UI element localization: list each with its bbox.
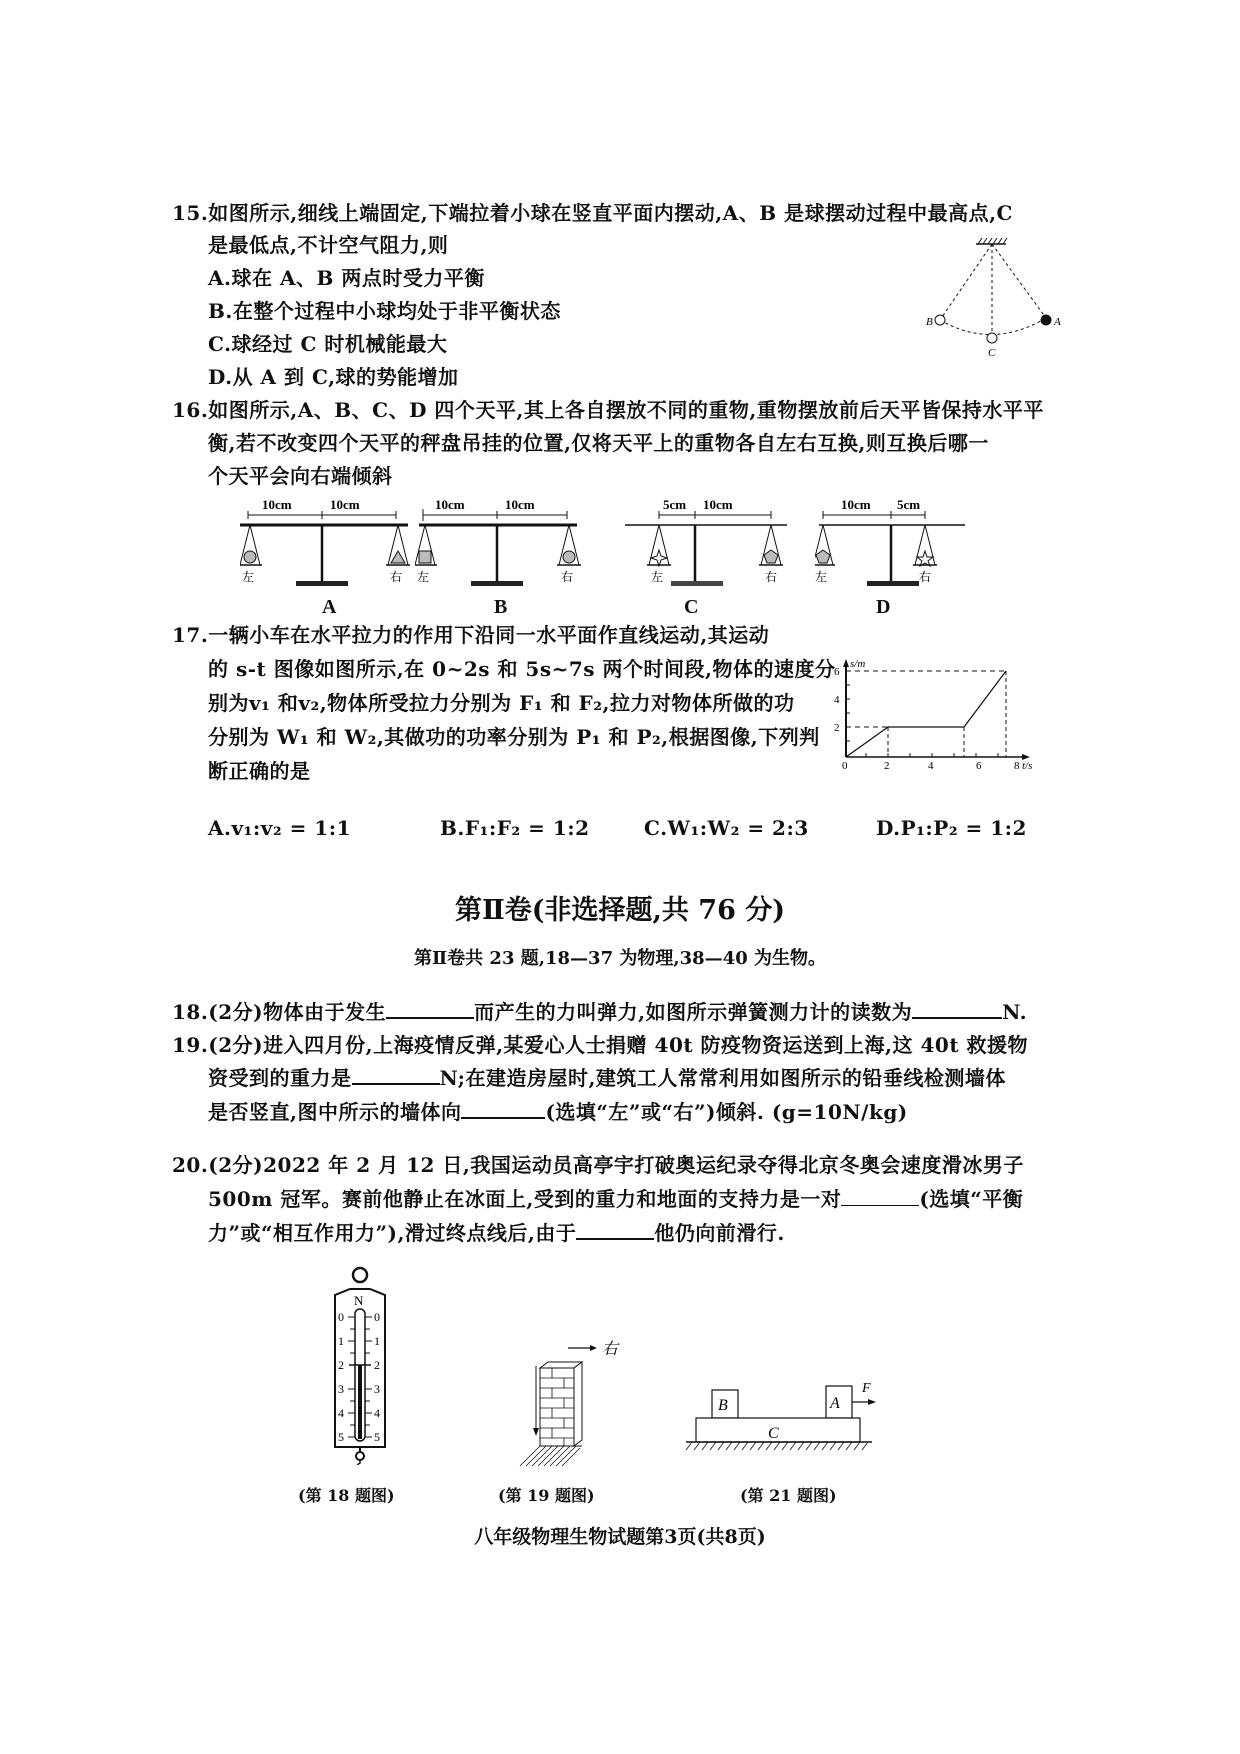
q17-option-b: B.F₁:F₂ = 1:2 bbox=[440, 816, 590, 840]
question-18 bbox=[172, 997, 1027, 1027]
q19-line2 bbox=[208, 1063, 1006, 1093]
section-2-subtitle: 第Ⅱ卷共 23 题,18—37 为物理,38—40 为生物。 bbox=[413, 948, 826, 969]
q20-text-3b: 他仍向前滑行. bbox=[654, 1221, 785, 1245]
fig19-caption: (第 19 题图) bbox=[498, 1486, 595, 1505]
fig18-caption: (第 18 题图) bbox=[298, 1486, 395, 1505]
svg-text:2: 2 bbox=[834, 722, 840, 734]
svg-text:右: 右 bbox=[919, 570, 932, 584]
q17-stem-line2: 的 s-t 图像如图所示,在 0~2s 和 5s~7s 两个时间段,物体的速度分 bbox=[208, 657, 836, 681]
svg-text:右: 右 bbox=[561, 570, 574, 584]
svg-text:0: 0 bbox=[338, 1310, 344, 1324]
svg-text:5cm: 5cm bbox=[663, 497, 687, 512]
q18-text-3: N. bbox=[1002, 1000, 1028, 1024]
svg-text:6: 6 bbox=[976, 760, 982, 770]
q20-line3 bbox=[208, 1218, 785, 1248]
svg-text:0: 0 bbox=[374, 1310, 380, 1324]
balance-b-figure bbox=[415, 495, 595, 595]
q15-option-c: C.球经过 C 时机械能最大 bbox=[208, 332, 448, 356]
q20-text-2a: 500m 冠军。赛前他静止在冰面上,受到的重力和地面的支持力是一对 bbox=[208, 1187, 842, 1211]
q16-stem-line2: 衡,若不改变四个天平的秤盘吊挂的位置,仅将天平上的重物各自左右互换,则互换后哪一 bbox=[208, 431, 989, 455]
svg-text:右: 右 bbox=[390, 570, 403, 584]
svg-text:0: 0 bbox=[842, 760, 848, 770]
q18-text-1: 18.(2分)物体由于发生 bbox=[172, 1000, 387, 1024]
svg-text:左: 左 bbox=[815, 570, 828, 584]
ball-b-icon bbox=[935, 315, 945, 325]
q16-stem-line3: 个天平会向右端倾斜 bbox=[208, 464, 393, 488]
ball-c-icon bbox=[987, 333, 997, 343]
svg-text:A: A bbox=[1054, 316, 1061, 328]
q20-line2 bbox=[208, 1184, 1023, 1214]
page-footer: 八年级物理生物试题第3页(共8页) bbox=[474, 1526, 766, 1548]
balance-c-label: C bbox=[684, 596, 699, 618]
svg-text:C: C bbox=[988, 347, 996, 359]
q18-text-2: 而产生的力叫弹力,如图所示弹簧测力计的读数为 bbox=[474, 1000, 913, 1024]
ball-a-icon bbox=[1041, 315, 1051, 325]
st-graph bbox=[826, 655, 1036, 770]
q15-option-a: A.球在 A、B 两点时受力平衡 bbox=[208, 266, 485, 290]
spring-scale-figure bbox=[325, 1265, 395, 1465]
q19-blank-2[interactable] bbox=[461, 1097, 545, 1119]
svg-text:C: C bbox=[768, 1425, 779, 1442]
svg-text:B: B bbox=[926, 316, 933, 328]
q17-stem-line1: 17.一辆小车在水平拉力的作用下沿同一水平面作直线运动,其运动 bbox=[172, 623, 770, 647]
q18-blank-1[interactable] bbox=[386, 997, 474, 1019]
balance-d-label: D bbox=[876, 596, 891, 618]
q17-stem-line4: 分别为 W₁ 和 W₂,其做功的功率分别为 P₁ 和 P₂,根据图像,下列判 bbox=[208, 725, 820, 749]
svg-text:1: 1 bbox=[338, 1334, 344, 1348]
q17-option-d: D.P₁:P₂ = 1:2 bbox=[876, 816, 1027, 840]
q20-text-2b: (选填“平衡 bbox=[919, 1187, 1024, 1211]
svg-text:10cm: 10cm bbox=[262, 497, 292, 512]
svg-text:5: 5 bbox=[374, 1430, 380, 1444]
q15-option-d: D.从 A 到 C,球的势能增加 bbox=[208, 365, 459, 389]
svg-text:10cm: 10cm bbox=[435, 497, 465, 512]
svg-text:t/s: t/s bbox=[1022, 760, 1033, 770]
section-2-title: 第Ⅱ卷(非选择题,共 76 分) bbox=[454, 895, 786, 926]
svg-text:4: 4 bbox=[928, 760, 934, 770]
q20-line1: 20.(2分)2022 年 2 月 12 日,我国运动员高亭宇打破奥运纪录夺得北京冬奥会速度滑冰男子 bbox=[172, 1153, 1024, 1177]
svg-text:N: N bbox=[354, 1293, 364, 1308]
q19-text-2b: N;在建造房屋时,建筑工人常常利用如图所示的铅垂线检测墙体 bbox=[439, 1066, 1006, 1090]
svg-text:8: 8 bbox=[1014, 760, 1020, 770]
q20-text-3a: 力”或“相互作用力”),滑过终点线后,由于 bbox=[208, 1221, 577, 1245]
q15-stem-line2: 是最低点,不计空气阻力,则 bbox=[208, 233, 449, 257]
svg-text:5: 5 bbox=[338, 1430, 344, 1444]
svg-text:A: A bbox=[830, 1395, 840, 1412]
q17-stem-line3: 别为v₁ 和v₂,物体所受拉力分别为 F₁ 和 F₂,拉力对物体所做的功 bbox=[208, 691, 795, 715]
q15-stem-line1: 15.如图所示,细线上端固定,下端拉着小球在竖直平面内摆动,A、B 是球摆动过程中最高点,C bbox=[172, 201, 1013, 225]
pendulum-figure bbox=[920, 232, 1070, 362]
svg-text:4: 4 bbox=[338, 1406, 344, 1420]
balance-b-label: B bbox=[494, 596, 508, 618]
svg-text:左: 左 bbox=[242, 570, 255, 584]
svg-text:s/m: s/m bbox=[850, 658, 866, 670]
balance-c-figure bbox=[625, 495, 795, 595]
balance-d-figure bbox=[815, 495, 985, 595]
svg-text:10cm: 10cm bbox=[703, 497, 733, 512]
svg-text:左: 左 bbox=[417, 570, 430, 584]
svg-text:5cm: 5cm bbox=[897, 497, 921, 512]
svg-text:10cm: 10cm bbox=[841, 497, 871, 512]
q19-line1: 19.(2分)进入四月份,上海疫情反弹,某爱心人士捐赠 40t 防疫物资运送到上海,这 40t 救援物 bbox=[172, 1033, 1029, 1057]
svg-text:6: 6 bbox=[834, 666, 840, 678]
blocks-figure bbox=[676, 1370, 876, 1460]
svg-text:左: 左 bbox=[651, 570, 664, 584]
svg-text:右: 右 bbox=[765, 570, 778, 584]
q20-blank-1[interactable] bbox=[841, 1185, 919, 1206]
q19-text-3b: (选填“左”或“右”)倾斜. (g=10N/kg) bbox=[545, 1100, 908, 1124]
svg-text:F: F bbox=[862, 1381, 871, 1396]
balance-a-label: A bbox=[322, 596, 337, 618]
q17-option-a: A.v₁:v₂ = 1:1 bbox=[208, 816, 352, 840]
svg-text:3: 3 bbox=[374, 1382, 380, 1396]
q20-blank-2[interactable] bbox=[576, 1218, 654, 1240]
balance-a-figure bbox=[240, 495, 410, 595]
svg-text:2: 2 bbox=[374, 1358, 380, 1372]
svg-text:2: 2 bbox=[338, 1358, 344, 1372]
q19-line3 bbox=[208, 1097, 908, 1127]
q19-blank-1[interactable] bbox=[352, 1063, 440, 1085]
svg-text:1: 1 bbox=[374, 1334, 380, 1348]
svg-text:4: 4 bbox=[834, 694, 840, 706]
svg-text:3: 3 bbox=[338, 1382, 344, 1396]
svg-text:右: 右 bbox=[602, 1341, 619, 1358]
q19-text-2a: 资受到的重力是 bbox=[208, 1066, 352, 1090]
svg-text:B: B bbox=[718, 1397, 728, 1414]
q15-option-b: B.在整个过程中小球均处于非平衡状态 bbox=[208, 299, 561, 323]
q19-text-3a: 是否竖直,图中所示的墙体向 bbox=[208, 1100, 462, 1124]
svg-text:4: 4 bbox=[374, 1406, 380, 1420]
svg-text:10cm: 10cm bbox=[505, 497, 535, 512]
fig21-caption: (第 21 题图) bbox=[740, 1486, 837, 1505]
svg-text:10cm: 10cm bbox=[330, 497, 360, 512]
q16-stem-line1: 16.如图所示,A、B、C、D 四个天平,其上各自摆放不同的重物,重物摆放前后天平皆保持水平平 bbox=[172, 398, 1044, 422]
plumb-wall-figure bbox=[510, 1340, 640, 1470]
q17-option-c: C.W₁:W₂ = 2:3 bbox=[644, 816, 809, 840]
svg-text:2: 2 bbox=[884, 760, 890, 770]
q17-stem-line5: 断正确的是 bbox=[208, 759, 311, 783]
q18-blank-2[interactable] bbox=[912, 997, 1002, 1019]
